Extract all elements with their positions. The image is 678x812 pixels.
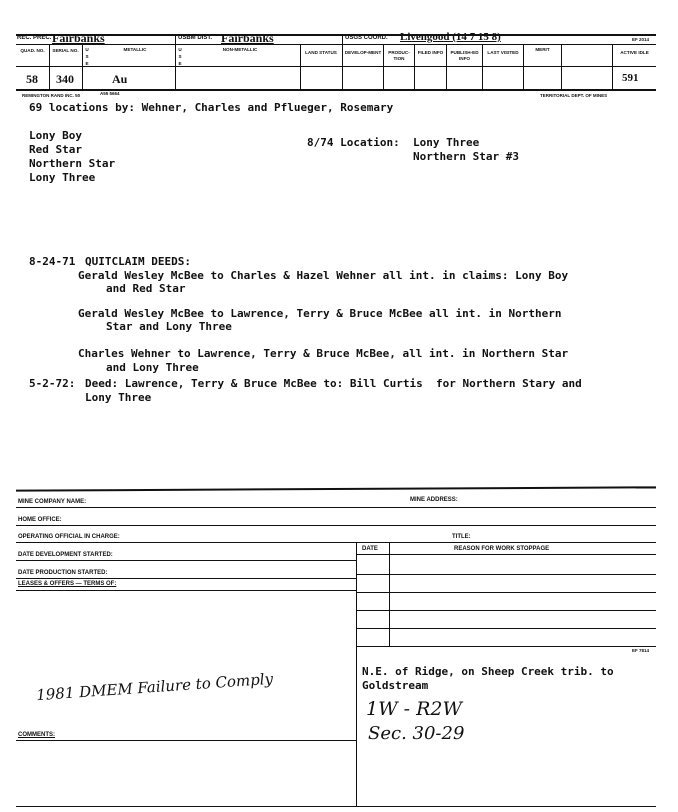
operating-official-label: OPERATING OFFICIAL IN CHARGE: [18,534,120,540]
deed-date: 5-2-72: [29,377,76,390]
handwritten-note: 1981 DMEM Failure to Comply [35,669,274,705]
territorial-dept-label: TERRITORIAL DEPT. OF MINES [540,93,608,98]
published-info-label: PUBLISH-ED INFO [450,50,479,61]
use-right-label: U S E [178,47,182,66]
usgm-dist-value: Fairbanks [221,31,274,45]
mine-company-label: MINE COMPANY NAME: [18,499,87,505]
deed-line: Gerald Wesley McBee to Lawrence, Terry & Bruce McBee all int. in Northern [78,307,562,320]
use-left-label: U S E [85,47,89,66]
filed-info-label: FILED INFO [417,50,444,55]
home-office-label: HOME OFFICE: [18,517,62,523]
metallic-value: Au [112,72,128,86]
usgs-coord-value: Livengood (14 7 15 8) [400,31,501,43]
form-number-bottom: EF 7814 [632,648,650,653]
rec-prec-label: REC. PREC. [17,35,52,41]
deed-line: Lony Three [85,391,152,404]
production-label: PRODUC-TION [388,50,410,61]
location-description: N.E. of Ridge, on Sheep Creek trib. to [362,665,614,678]
location-date: 8/74 Location: [307,136,400,149]
deed-line: Star and Lony Three [106,320,232,333]
land-status-label: LAND STATUS [305,50,337,55]
quad-no-label: QUAD. NO. [20,48,45,53]
development-label: DEVELOP-MENT [344,50,382,55]
location-claim-item: Lony Three [413,136,480,149]
deed-line: Deed: Lawrence, Terry & Bruce McBee to: Bill Curtis for Northern Stary and [85,377,582,390]
active-value: 591 [622,72,639,84]
last-visited-label: LAST VISITED [487,50,519,55]
quitclaim-date: 8-24-71 [29,255,76,268]
date-development-label: DATE DEVELOPMENT STARTED: [18,552,113,558]
active-idle-label: ACTIVE IDLE [620,50,649,55]
date-column-label: DATE [362,546,378,552]
merit-label: MERIT [535,47,550,52]
location-description: Goldstream [362,679,429,692]
quitclaim-heading: QUITCLAIM DEEDS: [85,255,191,268]
mine-address-label: MINE ADDRESS: [410,497,458,503]
deed-line: and Lony Three [106,361,199,374]
quad-value: 58 [26,72,38,86]
reason-stoppage-label: REASON FOR WORK STOPPAGE [454,546,550,552]
printer-code: A55 5664 [100,91,120,96]
section-number: Sec. 30-29 [368,723,465,744]
leases-offers-label: LEASES & OFFERS — TERMS OF: [18,581,117,587]
rec-prec-value: Fairbanks [52,31,105,45]
claim-item: Northern Star [29,157,116,170]
claim-item: Red Star [29,143,82,156]
metallic-label: METALLIC [123,47,147,52]
claim-item: Lony Boy [29,129,82,142]
usgs-coord-label: USGS COORD. [345,35,388,41]
printer-line: REMINGTON RAND INC. 50 [22,93,81,98]
township-range: 1W - R2W [366,698,463,720]
form-number-top: EF 2014 [632,37,650,42]
nonmetallic-label: NON-METALLIC [222,47,258,52]
serial-no-label: SERIAL NO. [52,48,79,53]
location-claim-item: Northern Star #3 [413,150,519,163]
claim-item: Lony Three [29,171,96,184]
comments-label: COMMENTS: [18,732,55,738]
title-label: TITLE: [452,534,471,540]
date-production-label: DATE PRODUCTION STARTED: [18,570,108,576]
locations-heading: 69 locations by: Wehner, Charles and Pflueger, Rosemary [29,101,394,114]
deed-line: Gerald Wesley McBee to Charles & Hazel Wehner all int. in claims: Lony Boy [78,269,569,282]
deed-line: and Red Star [106,282,186,295]
usgm-dist-label: USBM DIST. [178,35,213,41]
deed-line: Charles Wehner to Lawrence, Terry & Bruce McBee, all int. in Northern Star [78,347,569,360]
serial-value: 340 [56,72,74,86]
